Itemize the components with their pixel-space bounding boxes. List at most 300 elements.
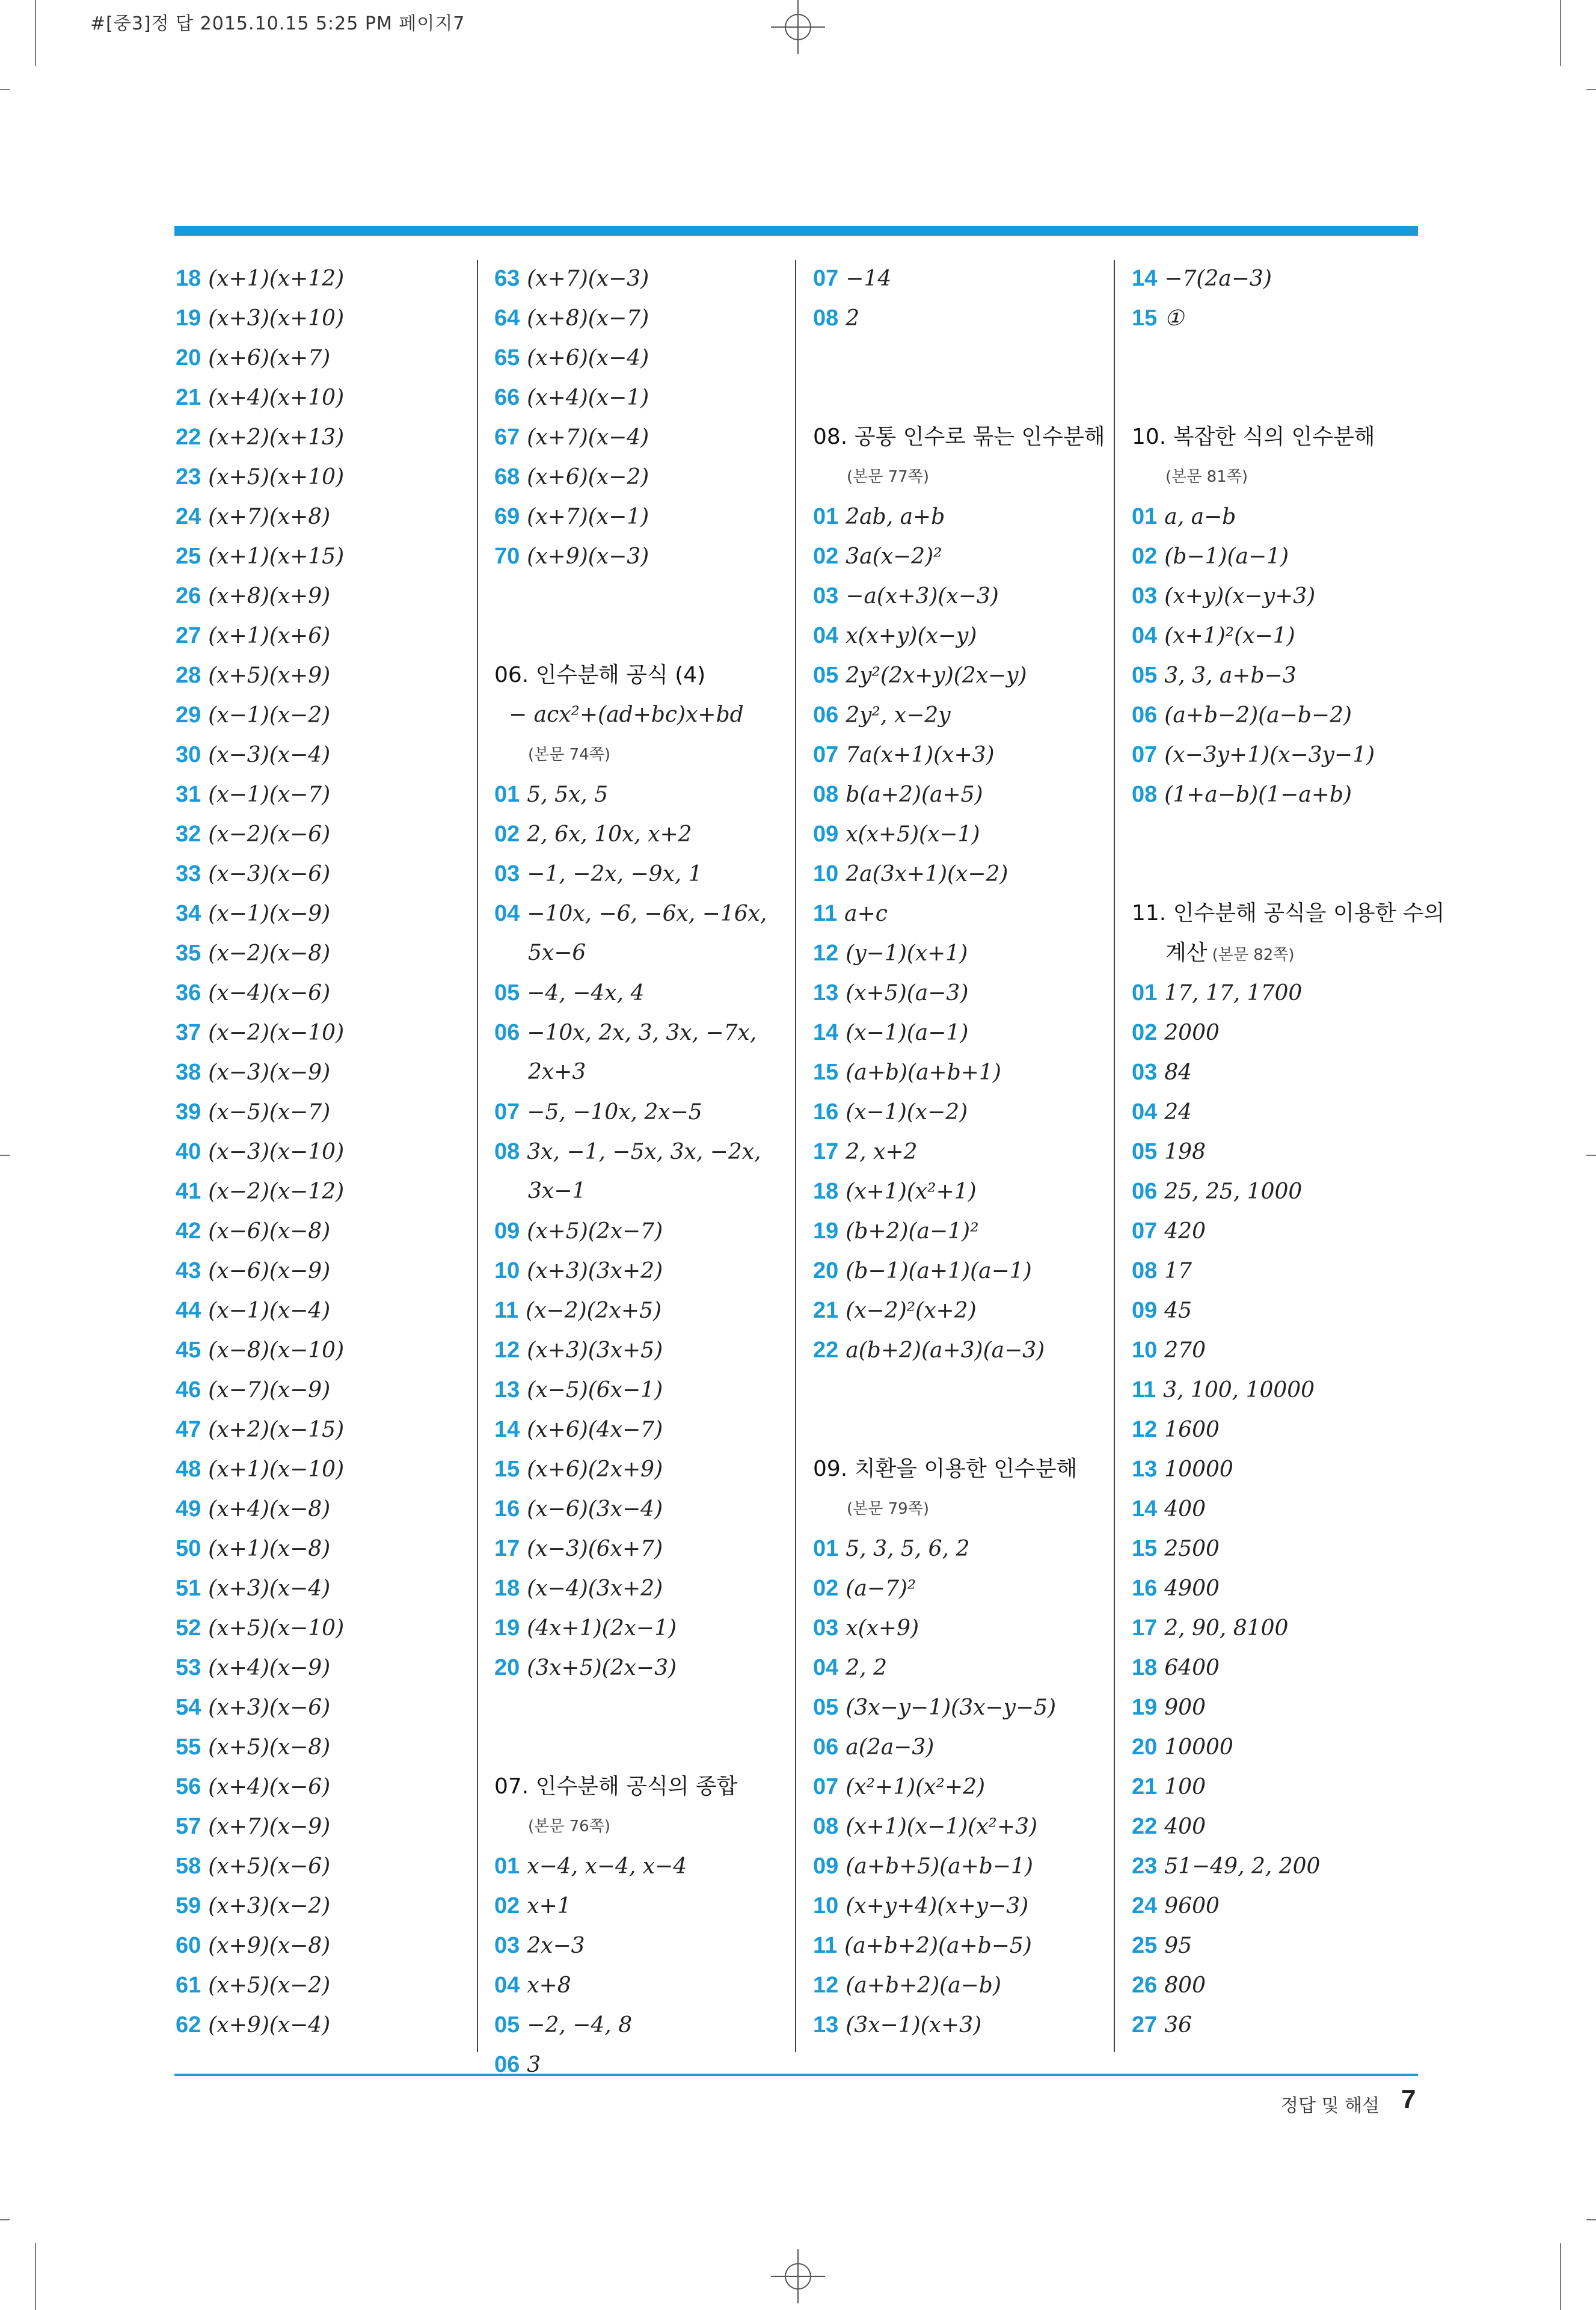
answer-number: 01 <box>1132 980 1158 1006</box>
answer-expression: (x+1)(x+15) <box>208 544 345 569</box>
answer-expression: 900 <box>1164 1695 1206 1720</box>
answer-number: 57 <box>176 1814 201 1839</box>
answer-item <box>1132 497 1432 536</box>
answer-number: 16 <box>494 1496 520 1522</box>
crop-mark <box>0 1155 10 1156</box>
answer-expression: (x−6)(x−9) <box>208 1259 331 1283</box>
answer-item <box>494 457 795 497</box>
answer-item <box>1132 1608 1432 1648</box>
answer-item <box>813 1211 1114 1251</box>
answer-number: 54 <box>176 1695 201 1720</box>
section-07-page-ref: (본문 76쪽) <box>528 1817 610 1835</box>
answer-number: 06 <box>1132 1179 1158 1204</box>
answer-number: 27 <box>1132 2012 1158 2038</box>
answer-expression: (x+1)(x−10) <box>208 1457 345 1482</box>
answer-number: 04 <box>494 1973 520 1998</box>
answer-number: 17 <box>1132 1615 1158 1641</box>
answer-number: 20 <box>176 345 201 370</box>
answer-number: 14 <box>1132 1496 1158 1522</box>
answer-number: 03 <box>494 1933 520 1958</box>
answer-item <box>494 338 795 378</box>
answer-expression: (x+5)(x−8) <box>208 1735 331 1760</box>
top-rule <box>174 226 1418 236</box>
answer-number: 03 <box>813 1615 839 1641</box>
answer-number: 51 <box>176 1576 201 1601</box>
answer-item <box>494 1330 795 1370</box>
answer-expression: 2, 6x, 10x, x+2 <box>527 822 692 847</box>
answer-number: 06 <box>494 1020 520 1045</box>
answer-number: 43 <box>176 1258 201 1283</box>
answer-number: 27 <box>176 623 201 648</box>
answer-number: 21 <box>813 1298 839 1323</box>
answer-expression-continued: 3x−1 <box>528 1179 586 1203</box>
print-header: #[중3]정 답 2015.10.15 5:25 PM 페이지7 <box>90 13 465 34</box>
answer-item <box>813 1092 1114 1132</box>
answer-expression: 2, 90, 8100 <box>1164 1616 1289 1641</box>
answer-number: 19 <box>1132 1695 1158 1720</box>
answer-expression: (x−4)(x−6) <box>208 981 331 1006</box>
answer-number: 11 <box>1132 1377 1156 1402</box>
answer-item <box>176 1846 476 1886</box>
answer-number: 63 <box>494 266 520 291</box>
answer-item <box>813 1172 1114 1211</box>
answer-expression: −14 <box>846 266 892 291</box>
section-11-title: 11. 인수분해 공식을 이용한 수의 <box>1132 901 1445 926</box>
answer-item <box>176 1688 476 1727</box>
answer-expression: 270 <box>1164 1338 1206 1363</box>
answer-item <box>176 1767 476 1807</box>
answer-item <box>1132 1291 1432 1330</box>
answer-number: 18 <box>176 266 201 291</box>
answer-expression: (x+2)(x−15) <box>208 1418 345 1442</box>
answer-expression: 2500 <box>1164 1537 1220 1561</box>
answer-number: 08 <box>1132 1258 1158 1283</box>
answer-item <box>176 1172 476 1211</box>
answer-item <box>1132 1449 1432 1489</box>
answer-item <box>494 775 795 814</box>
answer-expression: (x−2)(x−12) <box>208 1179 345 1204</box>
answer-number: 02 <box>813 1576 839 1601</box>
answer-expression: x+8 <box>527 1973 571 1998</box>
answer-item <box>176 457 476 497</box>
answer-expression: (x−2)²(x+2) <box>846 1298 977 1323</box>
answer-expression: (x+1)(x−1)(x²+3) <box>846 1814 1038 1839</box>
answer-expression: 2, 2 <box>846 1656 887 1680</box>
answer-number: 05 <box>494 980 520 1006</box>
answer-expression: (x+5)(x+9) <box>208 663 331 688</box>
answer-item <box>813 1886 1114 1926</box>
answer-number: 21 <box>176 385 201 410</box>
answer-expression: (x−3)(x−10) <box>208 1140 345 1164</box>
answer-number: 07 <box>1132 742 1158 767</box>
answer-expression: (b−1)(a+1)(a−1) <box>846 1259 1032 1283</box>
answer-item <box>813 656 1114 695</box>
answer-item <box>176 695 476 735</box>
answer-expression: 400 <box>1164 1814 1206 1839</box>
answer-item <box>176 1092 476 1132</box>
answer-item <box>1132 1727 1432 1767</box>
answer-item-continued <box>494 1052 795 1092</box>
answer-item <box>813 854 1114 894</box>
answer-expression: (3x+5)(2x−3) <box>527 1656 677 1680</box>
answer-number: 11 <box>813 901 838 926</box>
answer-item <box>176 2005 476 2045</box>
answer-expression: (x+3)(x−2) <box>208 1894 331 1918</box>
answer-expression: 36 <box>1164 2013 1192 2038</box>
answer-item <box>494 1291 795 1330</box>
answer-expression: 5, 3, 5, 6, 2 <box>846 1537 970 1561</box>
section-11-title-cont: 계산 <box>1165 941 1208 965</box>
answer-number: 20 <box>813 1258 839 1283</box>
answer-item <box>494 1251 795 1291</box>
answer-item <box>1132 1529 1432 1568</box>
answer-number: 03 <box>813 583 839 609</box>
answer-expression: 400 <box>1164 1497 1206 1522</box>
answer-expression: (x+7)(x−9) <box>208 1814 331 1839</box>
answer-number: 23 <box>1132 1854 1158 1879</box>
answer-item <box>494 1568 795 1608</box>
answer-expression: 4900 <box>1164 1576 1220 1601</box>
answer-item <box>813 298 1114 338</box>
answer-number: 39 <box>176 1099 201 1125</box>
answer-number: 32 <box>176 822 201 847</box>
answer-number: 40 <box>176 1139 201 1164</box>
answer-expression: 45 <box>1164 1298 1192 1323</box>
answer-expression: (x+6)(x−4) <box>527 346 649 370</box>
answer-number: 25 <box>1132 1933 1158 1958</box>
answer-expression: (a+b+2)(a+b−5) <box>844 1934 1032 1958</box>
answer-expression: (a+b−2)(a−b−2) <box>1164 703 1352 728</box>
answer-number: 17 <box>813 1139 839 1164</box>
answer-number: 10 <box>1132 1338 1158 1363</box>
answer-item <box>176 1410 476 1449</box>
answer-item <box>494 1092 795 1132</box>
answer-item <box>176 1529 476 1568</box>
answer-item <box>813 1251 1114 1291</box>
answer-number: 56 <box>176 1774 201 1799</box>
answer-item <box>813 1767 1114 1807</box>
answer-expression: (4x+1)(2x−1) <box>527 1616 677 1641</box>
answer-number: 03 <box>1132 583 1158 609</box>
answer-item <box>813 259 1114 298</box>
answer-expression: ① <box>1164 306 1184 331</box>
answer-expression: (a+b)(a+b+1) <box>846 1060 1001 1085</box>
answer-item <box>813 894 1114 933</box>
answer-expression: (x+5)(2x−7) <box>527 1219 663 1244</box>
answer-number: 09 <box>1132 1298 1158 1323</box>
answer-number: 64 <box>494 306 520 331</box>
answer-expression: (b−1)(a−1) <box>1164 544 1289 569</box>
answer-item <box>176 1727 476 1767</box>
answer-number: 01 <box>494 782 520 807</box>
answer-expression: (x+7)(x−3) <box>527 266 649 291</box>
answer-number: 07 <box>494 1099 520 1125</box>
answer-expression: 2000 <box>1164 1021 1220 1045</box>
answer-expression: −1, −2x, −9x, 1 <box>527 862 702 886</box>
crop-mark <box>1560 0 1561 66</box>
answer-item <box>176 1449 476 1489</box>
answer-expression: 9600 <box>1164 1894 1220 1918</box>
section-08-title: 08. 공통 인수로 묶는 인수분해 <box>813 425 1105 449</box>
answer-expression: (x−2)(2x+5) <box>526 1298 661 1323</box>
answer-number: 18 <box>1132 1655 1158 1680</box>
answer-expression: (x−5)(x−7) <box>208 1100 331 1125</box>
answer-item <box>813 973 1114 1013</box>
answer-number: 58 <box>176 1854 201 1879</box>
answer-expression: b(a+2)(a+5) <box>846 782 983 807</box>
answer-number: 19 <box>494 1615 520 1641</box>
answer-item <box>1132 1370 1432 1410</box>
answer-item <box>813 1132 1114 1172</box>
answer-expression: x+1 <box>527 1894 571 1918</box>
answer-expression: (x+1)(x+6) <box>208 624 331 648</box>
answer-item <box>1132 536 1432 576</box>
answer-number: 36 <box>176 980 201 1006</box>
answer-number: 04 <box>1132 623 1158 648</box>
answer-item <box>176 854 476 894</box>
answer-item <box>494 1846 795 1886</box>
answer-expression: x−4, x−4, x−4 <box>527 1854 687 1879</box>
answer-number: 33 <box>176 861 201 886</box>
answer-number: 24 <box>176 504 201 529</box>
answer-number: 07 <box>1132 1218 1158 1244</box>
answer-expression: (a−7)² <box>846 1576 916 1601</box>
answer-item <box>494 259 795 298</box>
answer-expression: (x−3)(6x+7) <box>527 1537 663 1561</box>
answer-expression: (y−1)(x+1) <box>846 941 968 966</box>
answer-number: 49 <box>176 1496 201 1522</box>
answer-number: 12 <box>494 1338 520 1363</box>
answer-item <box>1132 1688 1432 1727</box>
answer-expression: (x+4)(x+10) <box>208 386 345 410</box>
answer-number: 05 <box>813 1695 839 1720</box>
answer-number: 10 <box>494 1258 520 1283</box>
answer-expression: (x+8)(x−7) <box>527 306 649 331</box>
answer-number: 09 <box>813 1854 839 1879</box>
answer-expression: (x+4)(x−1) <box>527 386 649 410</box>
answer-item <box>494 894 795 933</box>
section-10-title: 10. 복잡한 식의 인수분해 <box>1132 425 1375 449</box>
answer-number: 07 <box>813 266 839 291</box>
answer-expression: (x−1)(a−1) <box>846 1021 969 1045</box>
answer-expression: (x+3)(3x+5) <box>527 1338 663 1363</box>
answer-number: 48 <box>176 1457 201 1482</box>
crop-mark <box>0 89 10 90</box>
answer-item <box>813 1568 1114 1608</box>
answer-item <box>176 1132 476 1172</box>
answer-number: 60 <box>176 1933 201 1958</box>
answer-expression: (x+1)(x+12) <box>208 266 345 291</box>
answer-expression: 51−49, 2, 200 <box>1164 1854 1321 1879</box>
answer-number: 04 <box>813 1655 839 1680</box>
answer-item <box>494 2005 795 2045</box>
section-08-page-ref: (본문 77쪽) <box>847 468 929 486</box>
section-06-title: 06. 인수분해 공식 (4) <box>494 663 706 687</box>
answer-number: 30 <box>176 742 201 767</box>
column-divider <box>795 260 796 2052</box>
answer-item <box>813 1846 1114 1886</box>
answer-item <box>176 497 476 536</box>
answer-item <box>176 1251 476 1291</box>
answer-item <box>494 1410 795 1449</box>
answer-expression: (x+7)(x−1) <box>527 505 649 529</box>
answer-expression: (x+9)(x−4) <box>208 2013 331 2038</box>
answer-number: 66 <box>494 385 520 410</box>
answer-expression: (x+5)(a−3) <box>846 981 969 1006</box>
answer-expression: 10000 <box>1164 1735 1233 1760</box>
answer-number: 06 <box>813 1734 839 1760</box>
answer-expression: (x+3)(x−4) <box>208 1576 331 1601</box>
answer-number: 26 <box>1132 1973 1158 1998</box>
answer-item <box>176 298 476 338</box>
answer-item <box>494 497 795 536</box>
answer-item <box>176 894 476 933</box>
answer-item <box>1132 1926 1432 1965</box>
answer-number: 46 <box>176 1377 201 1402</box>
answer-number: 15 <box>494 1457 520 1482</box>
crop-mark <box>35 2243 36 2310</box>
answer-number: 62 <box>176 2012 201 2038</box>
answer-expression: (x+4)(x−9) <box>208 1656 331 1680</box>
answer-number: 05 <box>1132 663 1158 688</box>
answer-expression: (x+6)(2x+9) <box>527 1457 663 1482</box>
answer-expression: −2, −4, 8 <box>527 2013 633 2038</box>
answer-item <box>813 2005 1114 2045</box>
answer-item <box>813 576 1114 616</box>
answer-number: 38 <box>176 1060 201 1085</box>
answer-number: 01 <box>813 504 839 529</box>
answer-item <box>1132 1013 1432 1052</box>
answer-item <box>494 2045 795 2084</box>
answer-number: 23 <box>176 464 201 490</box>
answer-number: 24 <box>1132 1893 1158 1918</box>
answer-expression: (x+4)(x−8) <box>208 1497 331 1522</box>
answer-item <box>1132 2005 1432 2045</box>
answer-item <box>1132 1568 1432 1608</box>
answer-expression: (x−4)(3x+2) <box>527 1576 663 1601</box>
section-09-page-ref: (본문 79쪽) <box>847 1500 929 1518</box>
answer-number: 67 <box>494 425 520 450</box>
answer-expression: (x+9)(x−8) <box>208 1934 331 1958</box>
answer-column-1 <box>176 259 476 2045</box>
answer-expression: (x−2)(x−8) <box>208 941 331 966</box>
answer-item <box>494 536 795 576</box>
answer-number: 12 <box>813 1973 839 1998</box>
section-10-page-ref: (본문 81쪽) <box>1165 468 1248 486</box>
answer-number: 04 <box>1132 1099 1158 1125</box>
answer-item <box>176 775 476 814</box>
crop-mark <box>35 0 36 66</box>
answer-expression: 198 <box>1164 1140 1206 1164</box>
answer-expression: 3, 3, a+b−3 <box>1164 663 1297 688</box>
answer-item <box>494 854 795 894</box>
answer-expression: (a+b+5)(a+b−1) <box>846 1854 1033 1879</box>
column-divider <box>1114 260 1115 2052</box>
answer-item <box>176 973 476 1013</box>
answer-number: 52 <box>176 1615 201 1641</box>
answer-number: 16 <box>813 1099 839 1125</box>
answer-expression: −5, −10x, 2x−5 <box>527 1100 702 1125</box>
answer-expression: (x+1)²(x−1) <box>1164 624 1295 648</box>
answer-expression: (3x−y−1)(3x−y−5) <box>846 1695 1057 1720</box>
answer-item <box>176 1965 476 2005</box>
answer-number: 07 <box>813 1774 839 1799</box>
answer-expression: 17, 17, 1700 <box>1164 981 1303 1006</box>
answer-number: 01 <box>494 1854 520 1879</box>
answer-item <box>176 1926 476 1965</box>
answer-number: 11 <box>494 1298 519 1323</box>
answer-expression: (x−3)(x−9) <box>208 1060 331 1085</box>
answer-number: 11 <box>813 1933 838 1958</box>
answer-expression: (x−2)(x−10) <box>208 1021 345 1045</box>
answer-item <box>494 1648 795 1688</box>
answer-expression: (x−3y+1)(x−3y−1) <box>1164 743 1375 767</box>
answer-item <box>494 1132 795 1172</box>
answer-number: 02 <box>494 822 520 847</box>
section-11-title-line2 <box>1132 933 1432 973</box>
answer-expression: (x−2)(x−6) <box>208 822 331 847</box>
answer-expression: (x+3)(3x+2) <box>527 1259 663 1283</box>
answer-item <box>176 1291 476 1330</box>
answer-item <box>494 1608 795 1648</box>
answer-expression: 2ab, a+b <box>846 505 945 529</box>
answer-expression: (x−7)(x−9) <box>208 1378 331 1402</box>
answer-item <box>1132 1410 1432 1449</box>
answer-expression: (a+b+2)(a−b) <box>846 1973 1001 1998</box>
answer-item <box>494 814 795 854</box>
answer-item <box>813 1291 1114 1330</box>
answer-expression: 3, 100, 10000 <box>1163 1378 1315 1402</box>
answer-item <box>813 695 1114 735</box>
answer-expression: 1600 <box>1164 1418 1220 1442</box>
answer-item <box>176 1330 476 1370</box>
answer-number: 35 <box>176 941 201 966</box>
answer-item <box>1132 1052 1432 1092</box>
answer-expression: (x+3)(x−6) <box>208 1695 331 1720</box>
answer-expression: (x−8)(x−10) <box>208 1338 345 1363</box>
answer-item <box>176 1052 476 1092</box>
answer-expression: 5, 5x, 5 <box>527 782 609 807</box>
answer-expression: (x+5)(x+10) <box>208 465 345 490</box>
answer-number: 14 <box>1132 266 1158 291</box>
answer-number: 34 <box>176 901 201 926</box>
answer-item <box>1132 259 1432 298</box>
answer-number: 22 <box>1132 1814 1158 1839</box>
answer-number: 08 <box>813 306 839 331</box>
answer-expression-continued: 5x−6 <box>528 941 586 965</box>
answer-number: 10 <box>813 861 839 886</box>
answer-expression: (x−1)(x−4) <box>208 1298 331 1323</box>
answer-item <box>176 933 476 973</box>
answer-expression: (x+8)(x+9) <box>208 584 331 609</box>
answer-item <box>494 298 795 338</box>
answer-expression: −7(2a−3) <box>1164 266 1272 291</box>
answer-item <box>494 417 795 457</box>
answer-item <box>494 1926 795 1965</box>
answer-expression: 420 <box>1164 1219 1206 1244</box>
answer-expression: 2y², x−2y <box>846 703 951 728</box>
answer-item <box>176 1608 476 1648</box>
answer-expression: 3x, −1, −5x, 3x, −2x, <box>527 1140 761 1164</box>
answer-number: 15 <box>813 1060 839 1085</box>
answer-expression: x(x+9) <box>846 1616 919 1641</box>
answer-expression: 800 <box>1164 1973 1206 1998</box>
answer-expression: 2, x+2 <box>846 1140 918 1164</box>
section-11-page-ref: (본문 82쪽) <box>1212 946 1295 964</box>
answer-expression: (x+5)(x−10) <box>208 1616 345 1641</box>
answer-item <box>494 1529 795 1568</box>
answer-number: 29 <box>176 702 201 728</box>
